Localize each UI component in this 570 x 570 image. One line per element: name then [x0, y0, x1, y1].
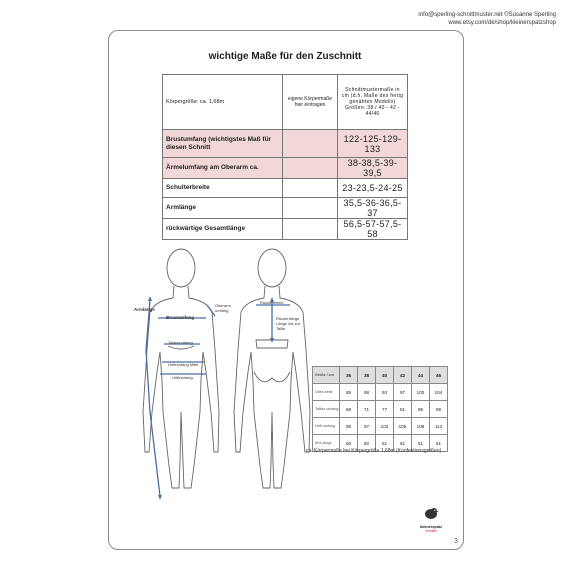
front-head: [167, 249, 195, 287]
size-cell: 60: [340, 435, 358, 452]
row-value: 23-23,5-24-25: [338, 179, 408, 198]
page-number: 3: [454, 538, 458, 545]
size-col: 46: [430, 367, 448, 384]
arrow-head: [148, 296, 152, 301]
size-row-label: Arm-länge: [313, 435, 340, 452]
header-shop-url: www.etsy.com/de/shop/kleinerspatzshop: [448, 20, 556, 26]
size-cell: 61: [412, 435, 430, 452]
size-cell: 93: [376, 384, 394, 401]
size-cell: 85: [340, 384, 358, 401]
size-row: [313, 384, 448, 401]
arrow-head: [270, 338, 274, 343]
back-hip-line: [254, 372, 290, 382]
arrow-head: [158, 495, 162, 500]
row-value: 35,5-36-36,5-37: [338, 198, 408, 219]
size-cell: 102: [376, 418, 394, 435]
size-row: [313, 401, 448, 418]
size-cell: 113: [430, 418, 448, 435]
logo-text: kleinerspatz: [420, 525, 442, 529]
size-cell: 61: [430, 435, 448, 452]
label-oberarm: Oberarm umfang: [215, 303, 231, 313]
sparrow-icon: [423, 506, 439, 520]
size-col: 42: [394, 367, 412, 384]
brand-logo: [416, 506, 446, 533]
size-table-caption: ca. Körpermaße bei Körpergröße 1,68m (Konfektionsgrößen): [306, 448, 442, 454]
size-row: [313, 418, 448, 435]
label-armlaenge: Armlänge: [134, 307, 155, 312]
size-cell: 109: [412, 418, 430, 435]
size-cell: 89: [430, 401, 448, 418]
label-brustumfang: Brustumfang: [166, 315, 194, 320]
row-value: 38-38,5-39-39,5: [338, 158, 408, 179]
row-label: Armlänge: [166, 204, 196, 211]
label-taille: Taillenumfang: [168, 340, 193, 345]
row-label: Ärmelumfang am Oberarm ca.: [166, 164, 259, 171]
row-label: rückwärtige Gesamtlänge: [166, 225, 246, 232]
label-hueftumfang: Hüftumfang: [172, 375, 193, 380]
back-figure: [234, 249, 310, 488]
size-col: 44: [412, 367, 430, 384]
page-title: wichtige Maße für den Zuschnitt: [208, 51, 362, 62]
front-bust-line: [168, 346, 194, 349]
size-cell: 61: [394, 435, 412, 452]
label-rueckenlaenge: Rückenlänge Länge bis zur Taille: [276, 316, 301, 331]
size-cell: 61: [376, 435, 394, 452]
size-cell: 105: [394, 418, 412, 435]
size-cell: 68: [340, 401, 358, 418]
row-value: 122-125-129-133: [338, 130, 408, 158]
size-row-label: Taillen-umfang: [313, 401, 340, 418]
header-pattern-measurements: Schnittmustermaße in cm (d.h. Maße des fertig genähten Modells) Größen: 38 / 40 - 42 - 44/46: [338, 75, 408, 130]
row-value: 56,5-57-57,5-58: [338, 219, 408, 240]
size-cell: 100: [412, 384, 430, 401]
size-cell: 81: [394, 401, 412, 418]
size-cell: 77: [376, 401, 394, 418]
size-cell: 85: [412, 401, 430, 418]
row-label: Brustumfang (wichtigstes Maß für diesen Schnitt: [166, 135, 272, 151]
logo-subtext: Schnitte: [425, 529, 437, 533]
size-cell: 88: [358, 384, 376, 401]
size-col: 40: [376, 367, 394, 384]
label-hueftumfang-mitte: Hüftumfang Mitte: [168, 362, 199, 367]
label-rueckenbreite: Rückenbreite: [260, 300, 284, 305]
size-cell: 97: [394, 384, 412, 401]
size-cell: 97: [358, 418, 376, 435]
measurement-arrows: [148, 296, 274, 500]
size-table: [312, 366, 448, 452]
back-head: [258, 249, 286, 287]
size-row-label: Ober-weite: [313, 384, 340, 401]
header-body-height: Körpergröße: ca. 1,68m: [163, 75, 283, 130]
size-header-label: Größe / cm: [313, 367, 340, 384]
row-label: Schulterbreite: [166, 184, 210, 191]
size-col: 38: [358, 367, 376, 384]
size-cell: 60: [358, 435, 376, 452]
header-email: info@sperling-schnittmuster.net ©Susanne Sperling: [418, 12, 556, 18]
size-row-label: Hüft-umfang: [313, 418, 340, 435]
size-cell: 104: [430, 384, 448, 401]
size-header-row: [313, 367, 448, 384]
header-own-measurements: eigene Körpermaße hier eintragen: [283, 75, 338, 130]
size-col: 36: [340, 367, 358, 384]
size-cell: 71: [358, 401, 376, 418]
size-cell: 95: [340, 418, 358, 435]
oberarm-line: [207, 305, 215, 316]
armlength-line: [146, 300, 160, 496]
